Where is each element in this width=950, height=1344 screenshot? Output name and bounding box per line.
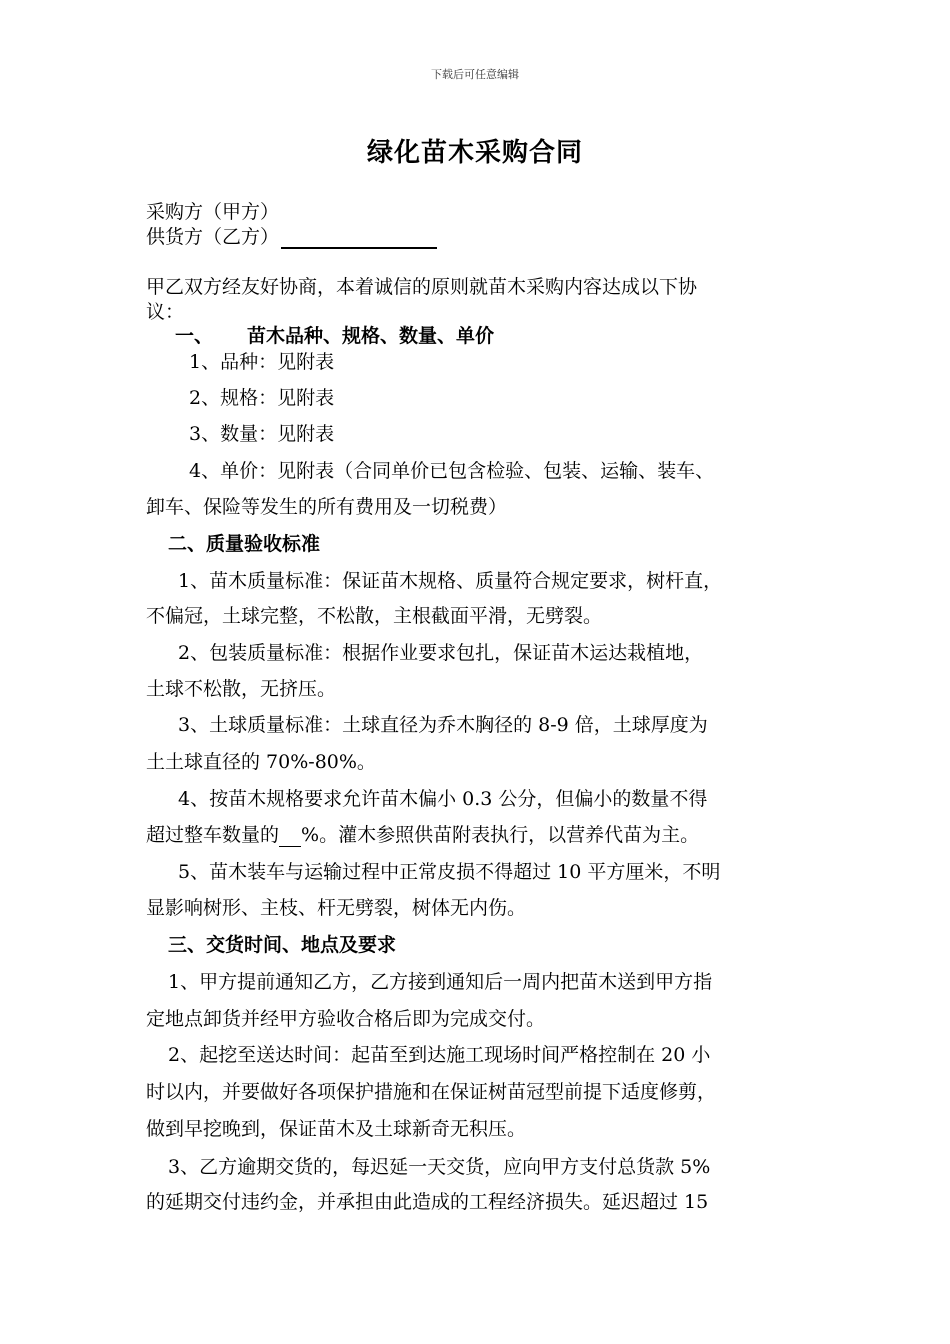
section2-p3-line2: 土土球直径的 70%-80%。 — [146, 751, 376, 773]
header-note: 下载后可任意编辑 — [431, 68, 519, 81]
supplier-blank — [281, 227, 437, 249]
section1-item3: 3、数量：见附表 — [189, 423, 335, 445]
section2-p4-text-b: %。灌木参照供苗附表执行，以营养代苗为主。 — [301, 824, 700, 846]
buyer-line — [146, 200, 279, 224]
section2-p2-line2: 土球不松散，无挤压。 — [146, 678, 337, 700]
section3-p3-line2: 的延期交付违约金，并承担由此造成的工程经济损失。延迟超过 15 — [146, 1191, 709, 1213]
section2-p2-line1: 2、包装质量标准：根据作业要求包扎，保证苗木运达栽植地， — [178, 642, 704, 664]
section2-p4-line1: 4、按苗木规格要求允许苗木偏小 0.3 公分，但偏小的数量不得 — [178, 788, 708, 810]
section3-p2-line3: 做到早挖晚到，保证苗木及土球新奇无积压。 — [146, 1118, 527, 1140]
percent-blank — [279, 828, 301, 847]
section3-p1-line1: 1、甲方提前通知乙方，乙方接到通知后一周内把苗木送到甲方指 — [168, 971, 713, 993]
section1-number: 一、 — [175, 325, 214, 347]
section1-item2: 2、规格：见附表 — [189, 387, 335, 409]
document-title: 绿化苗木采购合同 — [366, 138, 583, 168]
section2-p4-line2 — [146, 823, 699, 847]
section1-item4-line1: 4、单价：见附表（合同单价已包含检验、包装、运输、装车、 — [189, 460, 715, 482]
section2-p5-line2: 显影响树形、主枝、杆无劈裂，树体无内伤。 — [146, 897, 527, 919]
section1-item1: 1、品种：见附表 — [189, 351, 335, 373]
intro-line-1: 甲乙双方经友好协商，本着诚信的原则就苗木采购内容达成以下协 — [146, 276, 698, 298]
section3-p3-line1: 3、乙方逾期交货的，每迟延一天交货，应向甲方支付总货款 5% — [168, 1156, 711, 1178]
section1-item4-line2: 卸车、保险等发生的所有费用及一切税费） — [146, 496, 508, 518]
section2-heading: 二、质量验收标准 — [168, 533, 321, 555]
section3-p2-line2: 时以内，并要做好各项保护措施和在保证树苗冠型前提下适度修剪， — [146, 1081, 717, 1103]
supplier-line — [146, 225, 437, 249]
supplier-label: 供货方（乙方） — [146, 226, 280, 248]
section3-p2-line1: 2、起挖至送达时间：起苗至到达施工现场时间严格控制在 20 小 — [168, 1044, 711, 1066]
section3-p1-line2: 定地点卸货并经甲方验收合格后即为完成交付。 — [146, 1008, 546, 1030]
section1-title: 苗木品种、规格、数量、单价 — [247, 325, 495, 347]
section2-p3-line1: 3、土球质量标准：土球直径为乔木胸径的 8-9 倍，土球厚度为 — [178, 714, 708, 736]
intro-line-2: 议： — [146, 301, 185, 323]
section1-heading — [175, 324, 494, 348]
section2-p4-text-a: 超过整车数量的 — [146, 824, 280, 846]
buyer-label: 采购方（甲方） — [146, 201, 280, 223]
section3-heading: 三、交货时间、地点及要求 — [168, 934, 397, 956]
section2-p1-line1: 1、苗木质量标准：保证苗木规格、质量符合规定要求，树杆直， — [178, 570, 723, 592]
section2-p1-line2: 不偏冠，土球完整，不松散，主根截面平滑，无劈裂。 — [146, 605, 603, 627]
section2-p5-line1: 5、苗木装车与运输过程中正常皮损不得超过 10 平方厘米，不明 — [178, 861, 721, 883]
